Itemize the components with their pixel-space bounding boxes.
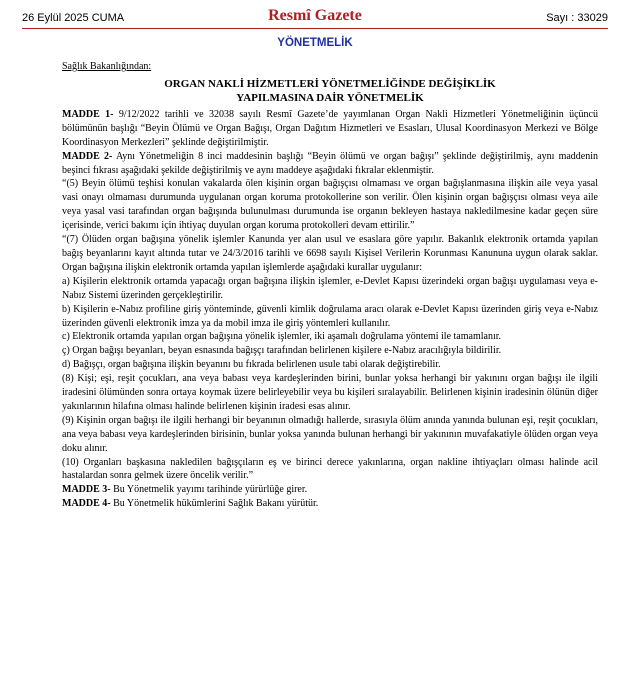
article-3-text: Bu Yönetmelik yayımı tarihinde yürürlüğe girer. — [110, 484, 308, 496]
article-4 — [62, 497, 598, 511]
paragraph-9: (9) Kişinin organ bağışı ile ilgili herhangi bir beyanının olmadığı hallerde, sırasıyla ölüm anında yanında bulunan eşi, reşit çocukları, ana veya babası veya kardeşlerinden birisinin, bunlar yoksa yanında bulunan herhangi bir yakınının muvafakatiyle ölüden organ veya doku alınır. — [62, 414, 598, 454]
item-b: b) Kişilerin e-Nabız profiline giriş yönteminde, güvenli kimlik doğrulama aracı olarak e-Devlet Kapısı üzerinden giriş veya e-Nabız üzerinden güvenli elektronik imza ya da mobil imza ile giriş yöntemleri kullanılır. — [62, 303, 598, 329]
regulation-body — [62, 60, 598, 511]
paragraph-8: (8) Kişi; eşi, reşit çocukları, ana veya babası veya kardeşlerinden birini, bunlar yoksa herhangi bir yakınını organ bağışı ile ilgili iradesini ölümünden sonra ortaya koymak üzere belirleyebilir veya bu kişileri sıralayabilir. Belirlenen kişinin iradesinin ölünün diğer yakınlarının hilafına olması halinde belirlenen kişinin iradesi esas alınır. — [62, 373, 598, 412]
item-a: a) Kişilerin elektronik ortamda yapacağı organ bağışına ilişkin işlemler, e-Devlet Kapısı üzerindeki organ bağışı uygulaması veya e-Nabız Sistemi üzerinden gerçekleştirilir. — [62, 275, 598, 301]
ministry-name: Sağlık Bakanlığından: — [62, 61, 152, 72]
page-header — [22, 6, 608, 30]
paragraph-5: “(5) Beyin ölümü teşhisi konulan vakalarda ölen kişinin organ bağışçısı olmaması ve organ bağışlanmasına ilişkin aile veya yasal vasi onayı olmaması durumunda uygulanan organ koruma protokollerine son verilir. Ölen kişinin organ bağışçısı olması veya aile veya yasal vasi tarafından organ bağışında bulunulması durumunda ise organın bekleyen hastaya nakledilmesine kadar geçen süre içerisinde, verici bakımı için ihtiyaç duyulan organ koruma protokolleri devam ettirilir.” — [62, 178, 598, 232]
article-4-text: Bu Yönetmelik hükümlerini Sağlık Bakanı yürütür. — [110, 498, 319, 510]
issue-number: Sayı : 33029 — [546, 12, 608, 24]
gazette-title: Resmî Gazete — [268, 7, 362, 24]
article-1-label: MADDE 1- — [62, 108, 114, 120]
paragraph-10: (10) Organları başkasına nakledilen bağışçıların eş ve birinci derece yakınlarına, organ nakline ihtiyaçları olması halinde acil hastalardan sonra gelmek üzere öncelik verilir.” — [62, 456, 598, 482]
title-line-1: ORGAN NAKLİ HİZMETLERİ YÖNETMELİĞİNDE DEĞİŞİKLİK — [164, 77, 496, 90]
article-2-text: Aynı Yönetmeliğin 8 inci maddesinin başlığı “Beyin ölümü ve organ bağışı” şeklinde değiştirilmiş, aynı maddenin beşinci fıkrası aşağıdaki şekilde değiştirilmiş ve aynı maddeye aşağıdaki fıkralar eklenmiştir. — [62, 150, 598, 176]
regulation-title — [62, 77, 598, 105]
header-rule — [22, 28, 608, 29]
section-title: YÖNETMELİK — [277, 37, 353, 49]
article-3-label: MADDE 3- — [62, 484, 111, 496]
article-4-label: MADDE 4- — [62, 498, 111, 510]
article-1 — [62, 108, 598, 150]
item-c: c) Elektronik ortamda yapılan organ bağışına yönelik işlemler, iki aşamalı doğrulama yöntemi ile tamamlanır. — [62, 331, 502, 343]
issue-date: 26 Eylül 2025 CUMA — [22, 12, 125, 24]
article-2 — [62, 150, 598, 178]
article-2-label: MADDE 2- — [62, 150, 113, 162]
item-d: d) Bağışçı, organ bağışına ilişkin beyanını bu fıkrada belirlenen usule tabi olarak değiştirebilir. — [62, 359, 441, 371]
title-line-2: YAPILMASINA DAİR YÖNETMELİK — [236, 91, 424, 104]
item-c-cedilla: ç) Organ bağışı beyanları, beyan esnasında bağışçı tarafından belirlenen kişilere e-Nabız aracılığıyla bildirilir. — [62, 345, 502, 357]
paragraph-7: “(7) Ölüden organ bağışına yönelik işlemler Kanunda yer alan usul ve esaslara göre yapılır. Bakanlık elektronik ortamda yapılan bağış beyanlarını kayıt altında tutar ve 24/3/2016 tarihli ve 6698 sayılı Kişisel Verilerin Korunması Kanununa uygun olarak saklar. Organ bağışına ilişkin elektronik ortamda yapılan işlemlerde aşağıdaki kurallar uygulanır: — [62, 234, 598, 273]
article-1-text: 9/12/2022 tarihli ve 32038 sayılı Resmî Gazete’de yayımlanan Organ Nakli Hizmetleri Yönetmeliğinin üçüncü bölümünün başlığı “Beyin Ölümü ve Organ Bağışı, Organ Dağıtım Hizmetleri ve Esasları, Ulusal Koordinasyon Merkezi ve Bölge Koordinasyon Merkezleri” şeklinde değiştirilmiştir. — [62, 108, 598, 148]
article-3 — [62, 483, 598, 497]
